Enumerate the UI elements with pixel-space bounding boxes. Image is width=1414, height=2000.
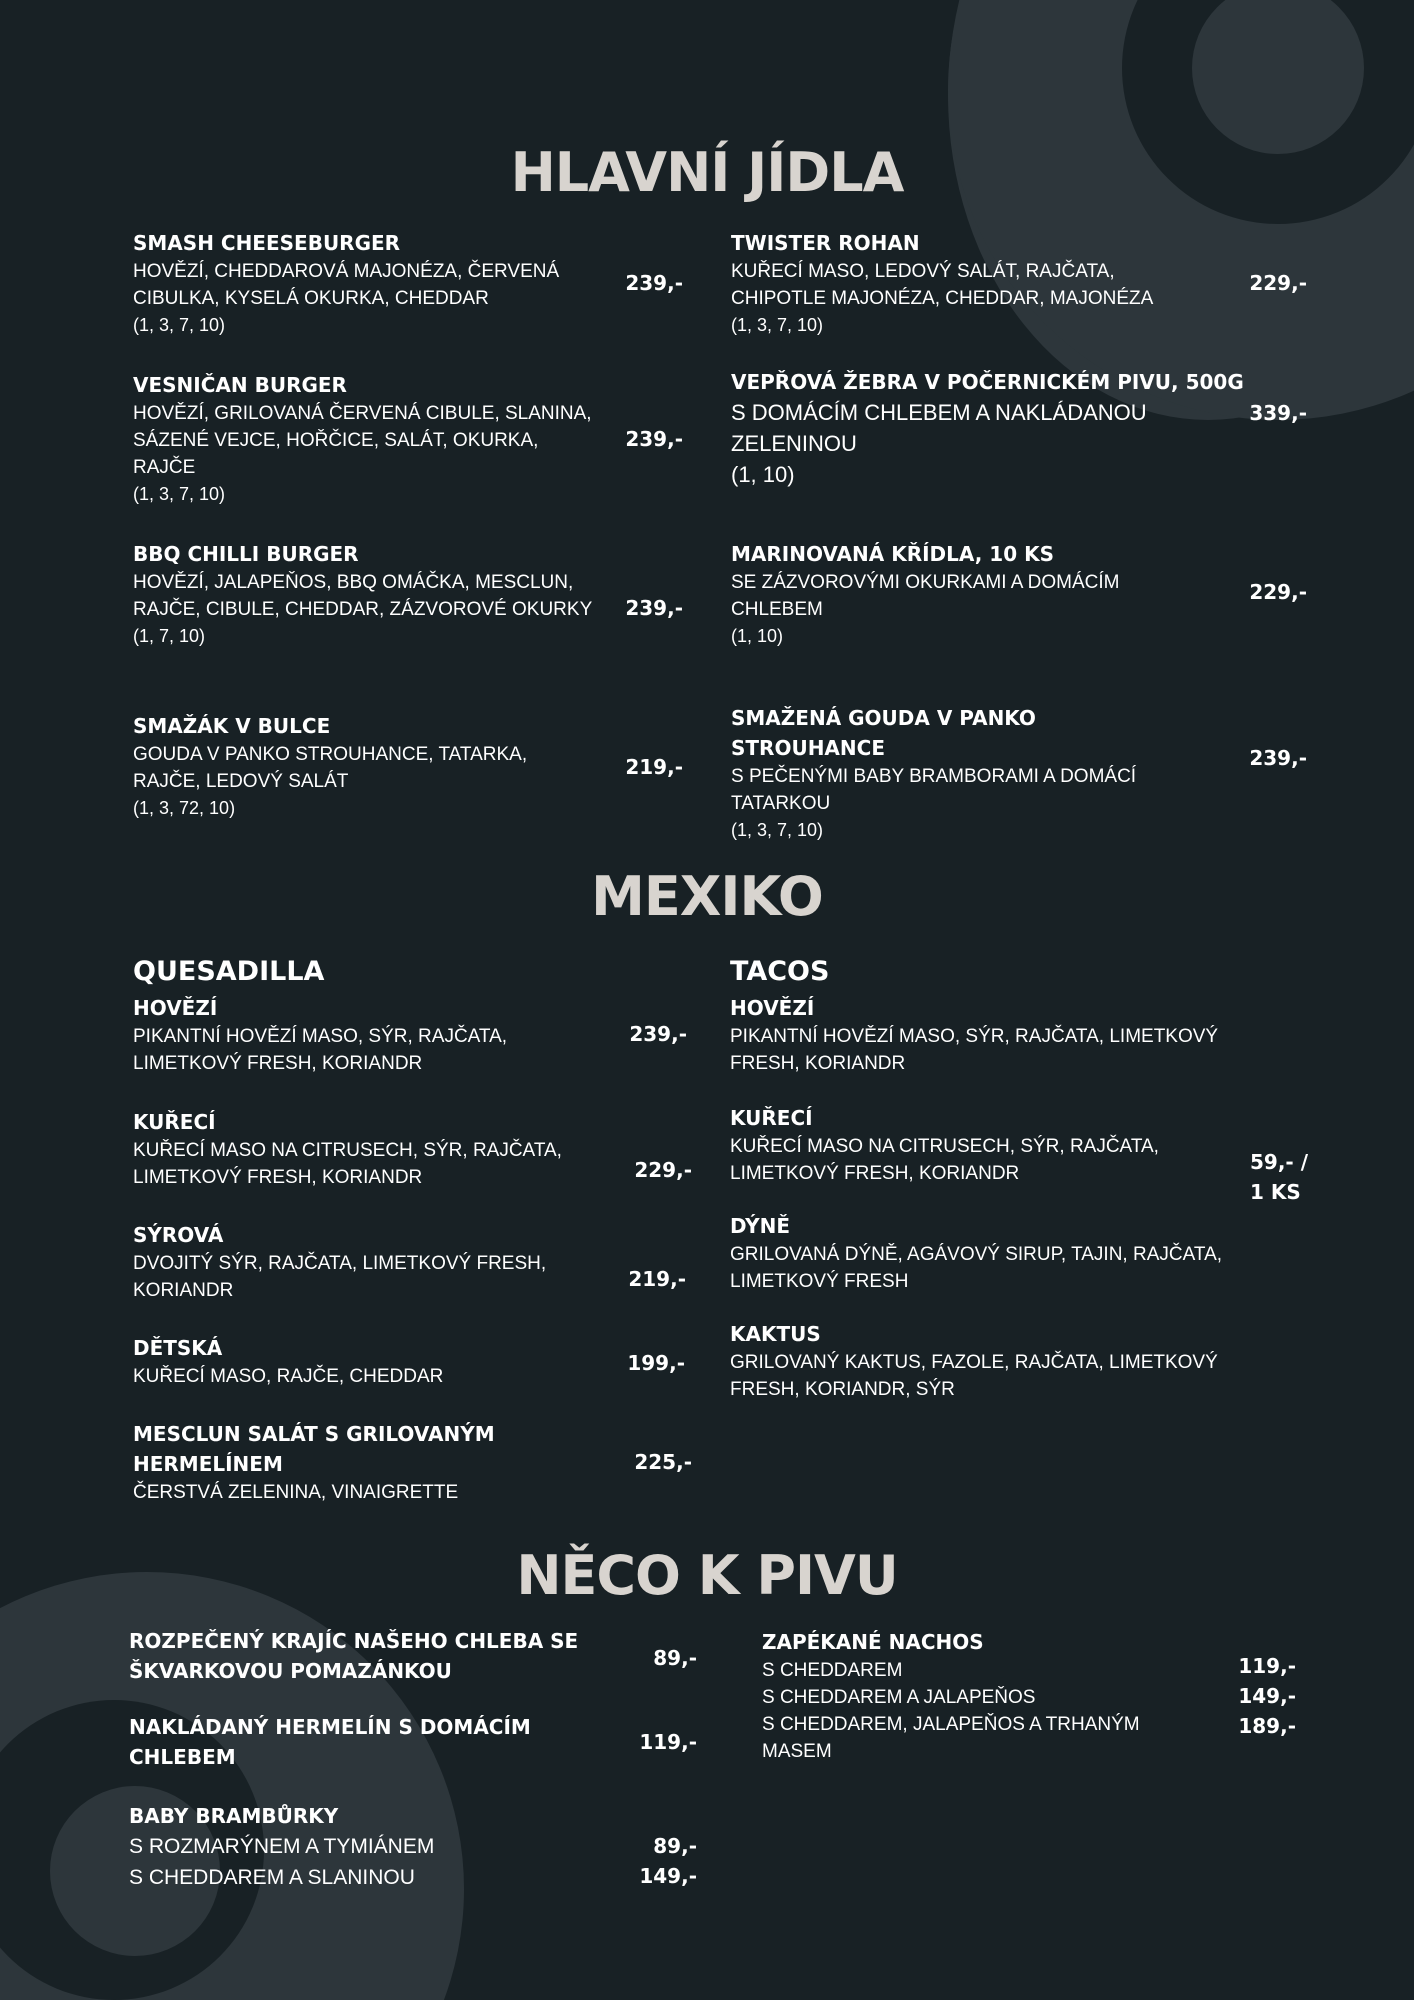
item-price: 239,- [625, 596, 683, 620]
item-allergens: (1, 10) [731, 626, 784, 646]
item-description: PIKANTNÍ HOVĚZÍ MASO, SÝR, RAJČATA, LIMETKOVÝ FRESH, KORIANDR [133, 1026, 508, 1074]
item-name: BABY BRAMBŮRKY [129, 1804, 339, 1828]
menu-item [133, 228, 593, 338]
menu-item [133, 1333, 583, 1390]
item-allergens: (1, 3, 7, 10) [133, 484, 226, 504]
item-name: SMASH CHEESEBURGER [133, 231, 401, 255]
item-price: 219,- [628, 1267, 686, 1291]
item-price: 229,- [1249, 271, 1307, 295]
item-description: HOVĚZÍ, JALAPEŇOS, BBQ OMÁČKA, MESCLUN, RAJČE, CIBULE, CHEDDAR, ZÁZVOROVÉ OKURKY [133, 572, 593, 620]
menu-item [731, 539, 1151, 649]
option-label: S ROZMARÝNEM A TYMIÁNEM [129, 1835, 435, 1858]
item-name: ROZPEČENÝ KRAJÍC NAŠEHO CHLEBA SE ŠKVARKOVOU POMAZÁNKOU [129, 1629, 579, 1683]
menu-item [762, 1627, 1162, 1765]
item-description: GRILOVANÁ DÝNĚ, AGÁVOVÝ SIRUP, TAJIN, RAJČATA, LIMETKOVÝ FRESH [730, 1244, 1223, 1292]
item-description: KUŘECÍ MASO NA CITRUSECH, SÝR, RAJČATA, LIMETKOVÝ FRESH, KORIANDR [133, 1140, 562, 1188]
tacos-price-line: 59,- / [1250, 1150, 1308, 1174]
item-price: 219,- [625, 755, 683, 779]
menu-item [133, 1220, 583, 1304]
menu-item [129, 1626, 599, 1686]
item-price: 225,- [634, 1450, 692, 1474]
section-title-mexico: MEXIKO [591, 865, 823, 928]
item-name: SMAŽÁK V BULCE [133, 714, 331, 738]
menu-item [731, 228, 1191, 338]
decorative-ring-dot [1192, 0, 1364, 154]
item-allergens: (1, 3, 72, 10) [133, 798, 236, 818]
item-name: KUŘECÍ [730, 1106, 813, 1130]
item-price: 239,- [1249, 746, 1307, 770]
item-description: PIKANTNÍ HOVĚZÍ MASO, SÝR, RAJČATA, LIMETKOVÝ FRESH, KORIANDR [730, 1026, 1219, 1074]
menu-item [133, 539, 593, 649]
option-label: S CHEDDAREM A JALAPEŇOS [762, 1687, 1036, 1708]
item-allergens: (1, 7, 10) [133, 626, 206, 646]
option-label: S CHEDDAREM A SLANINOU [129, 1866, 415, 1889]
item-name: KUŘECÍ [133, 1110, 216, 1134]
item-price: 239,- [625, 427, 683, 451]
item-price: 119,- [639, 1730, 697, 1754]
item-description: ČERSTVÁ ZELENINA, VINAIGRETTE [133, 1482, 459, 1503]
menu-item [129, 1801, 569, 1893]
item-description: DVOJITÝ SÝR, RAJČATA, LIMETKOVÝ FRESH, KORIANDR [133, 1253, 547, 1301]
item-name: BBQ CHILLI BURGER [133, 542, 359, 566]
item-name: HOVĚZÍ [730, 996, 815, 1020]
item-price: 239,- [625, 271, 683, 295]
item-description: S DOMÁCÍM CHLEBEM A NAKLÁDANOU ZELENINOU [731, 400, 1147, 456]
menu-item [133, 1419, 533, 1506]
option-price: 119,- [1238, 1654, 1296, 1678]
item-name: TWISTER ROHAN [731, 231, 920, 255]
item-allergens: (1, 3, 7, 10) [133, 315, 226, 335]
item-description: SE ZÁZVOROVÝMI OKURKAMI A DOMÁCÍM CHLEBEM [731, 572, 1120, 620]
section-title-main: HLAVNÍ JÍDLA [510, 141, 904, 204]
option-label: S CHEDDAREM, JALAPEŇOS A TRHANÝM MASEM [762, 1714, 1140, 1762]
item-description: HOVĚZÍ, CHEDDAROVÁ MAJONÉZA, ČERVENÁ CIBULKA, KYSELÁ OKURKA, CHEDDAR [133, 261, 560, 309]
menu-item [730, 1103, 1210, 1187]
decorative-ring-top-right-outer [948, 0, 1414, 420]
tacos-price [1250, 1147, 1308, 1207]
section-title-beer: NĚCO K PIVU [516, 1544, 898, 1607]
menu-item [133, 370, 593, 507]
menu-item [129, 1712, 549, 1772]
item-description: GOUDA V PANKO STROUHANCE, TATARKA, RAJČE, LEDOVÝ SALÁT [133, 744, 528, 792]
item-description: KUŘECÍ MASO, LEDOVÝ SALÁT, RAJČATA, CHIPOTLE MAJONÉZA, CHEDDAR, MAJONÉZA [731, 261, 1154, 309]
item-price: 199,- [627, 1351, 685, 1375]
item-description: GRILOVANÝ KAKTUS, FAZOLE, RAJČATA, LIMETKOVÝ FRESH, KORIANDR, SÝR [730, 1352, 1218, 1400]
option-price: 189,- [1238, 1714, 1296, 1738]
option-price: 149,- [1238, 1684, 1296, 1708]
menu-item [730, 1319, 1260, 1403]
option-price: 89,- [653, 1834, 697, 1858]
item-name: ZAPÉKANÉ NACHOS [762, 1630, 984, 1654]
item-name: HOVĚZÍ [133, 996, 218, 1020]
menu-item [133, 993, 583, 1077]
menu-item [730, 1211, 1260, 1295]
item-description: S PEČENÝMI BABY BRAMBORAMI A DOMÁCÍ TATARKOU [731, 766, 1137, 814]
menu-item [133, 1107, 603, 1191]
item-price: 339,- [1249, 401, 1307, 425]
item-price: 89,- [653, 1646, 697, 1670]
menu-item [731, 367, 1251, 490]
item-name: KAKTUS [730, 1322, 821, 1346]
item-name: VEPŘOVÁ ŽEBRA V POČERNICKÉM PIVU, 500G [731, 370, 1244, 394]
menu-item [730, 993, 1250, 1077]
item-name: SMAŽENÁ GOUDA V PANKO STROUHANCE [731, 706, 1036, 760]
item-name: DÝNĚ [730, 1214, 791, 1238]
item-description: KUŘECÍ MASO, RAJČE, CHEDDAR [133, 1366, 444, 1387]
item-description: HOVĚZÍ, GRILOVANÁ ČERVENÁ CIBULE, SLANINA, SÁZENÉ VEJCE, HOŘČICE, SALÁT, OKURKA, RAJČE [133, 403, 592, 478]
item-name: MESCLUN SALÁT S GRILOVANÝM HERMELÍNEM [133, 1422, 495, 1476]
option-price: 149,- [639, 1864, 697, 1888]
menu-item [133, 711, 563, 821]
item-price: 229,- [634, 1158, 692, 1182]
item-name: NAKLÁDANÝ HERMELÍN S DOMÁCÍM CHLEBEM [129, 1715, 531, 1769]
subheading-quesadilla: QUESADILLA [133, 956, 325, 987]
item-description: KUŘECÍ MASO NA CITRUSECH, SÝR, RAJČATA, LIMETKOVÝ FRESH, KORIANDR [730, 1136, 1159, 1184]
item-name: SÝROVÁ [133, 1223, 224, 1247]
item-allergens: (1, 10) [731, 462, 795, 487]
option-label: S CHEDDAREM [762, 1660, 903, 1681]
item-price: 239,- [629, 1022, 687, 1046]
menu-item [731, 703, 1191, 843]
subheading-tacos: TACOS [730, 956, 830, 987]
item-name: VESNIČAN BURGER [133, 373, 347, 397]
tacos-price-unit: 1 KS [1250, 1180, 1301, 1204]
item-allergens: (1, 3, 7, 10) [731, 820, 824, 840]
item-name: MARINOVANÁ KŘÍDLA, 10 KS [731, 542, 1054, 566]
item-name: DĚTSKÁ [133, 1336, 223, 1360]
item-price: 229,- [1249, 580, 1307, 604]
item-allergens: (1, 3, 7, 10) [731, 315, 824, 335]
